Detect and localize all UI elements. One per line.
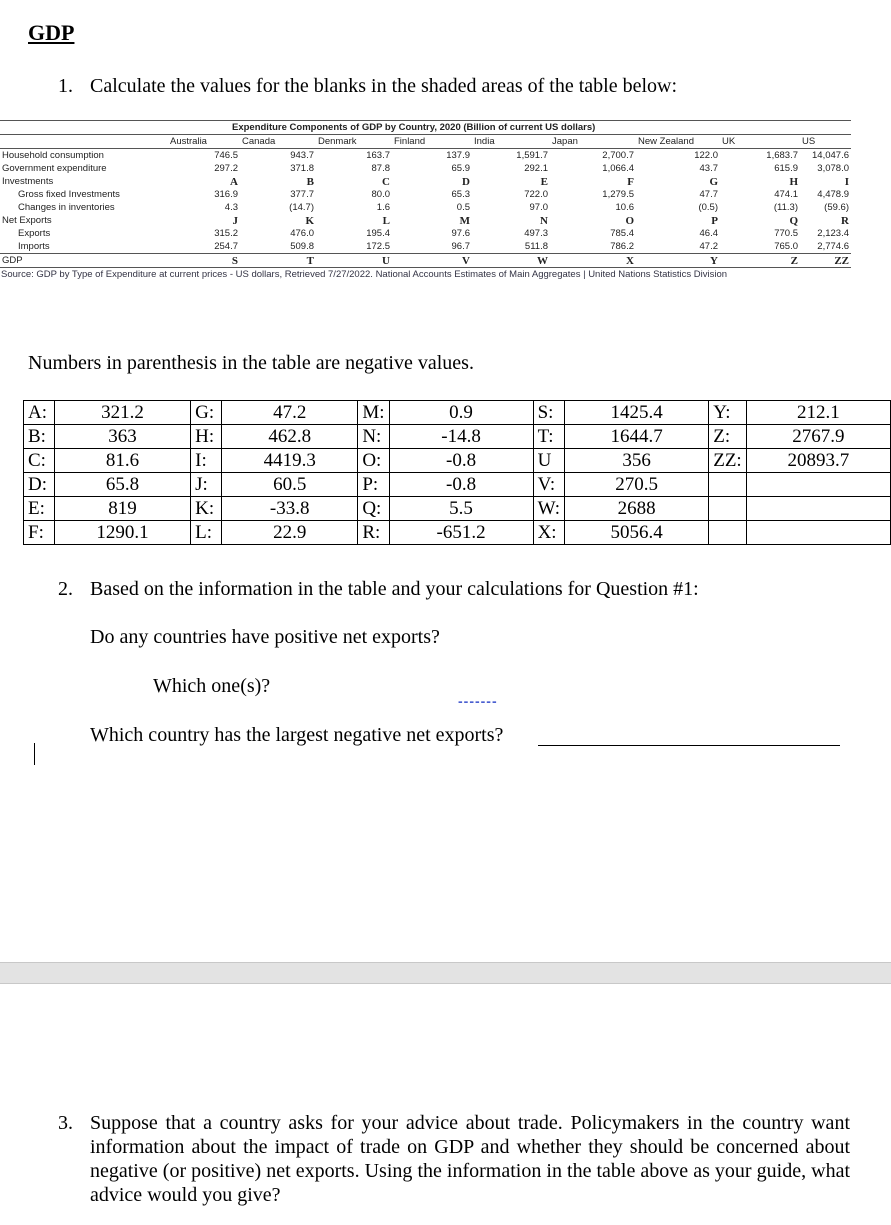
gdp-table-cell: (59.6) xyxy=(824,202,849,213)
gdp-table-cell: 47.2 xyxy=(699,241,718,252)
answer-key xyxy=(709,497,747,521)
gdp-table-cell: (11.3) xyxy=(773,202,798,213)
gdp-table-row xyxy=(0,149,851,163)
answer-key: T: xyxy=(533,425,565,449)
gdp-table-image xyxy=(0,120,851,326)
text-cursor xyxy=(34,743,35,765)
gdp-table-country-header: New Zealand xyxy=(636,135,720,149)
question-2-text: Based on the information in the table and your calculations for Question #1: xyxy=(90,578,699,600)
answer-key: I: xyxy=(191,449,222,473)
gdp-table-cell: 122.0 xyxy=(694,150,718,161)
gdp-table-cell: E xyxy=(540,175,548,188)
gdp-table-cell: 4,478.9 xyxy=(817,189,849,200)
gdp-table-cell: 2,123.4 xyxy=(817,228,849,239)
gdp-table-cell: 80.0 xyxy=(371,189,390,200)
gdp-table-cell: 722.0 xyxy=(524,189,548,200)
answer-value[interactable]: 0.9 xyxy=(389,401,533,425)
answer-row xyxy=(24,473,891,497)
question-1-text: Calculate the values for the blanks in the shaded areas of the table below: xyxy=(90,75,678,97)
gdp-table-cell: ZZ xyxy=(800,254,851,268)
gdp-table-row xyxy=(0,162,851,175)
answer-value[interactable]: -0.8 xyxy=(389,449,533,473)
answer-row xyxy=(24,425,891,449)
gdp-table-cell: Q xyxy=(789,214,798,227)
gdp-table-cell: 65.3 xyxy=(451,189,470,200)
answer-value[interactable]: 2688 xyxy=(565,497,709,521)
answer-key: F: xyxy=(24,521,55,545)
gdp-table-cell: 1,066.4 xyxy=(602,163,634,174)
gdp-table-cell: 786.2 xyxy=(610,241,634,252)
gdp-table-cell: L xyxy=(382,214,390,227)
gdp-table-row xyxy=(0,188,851,201)
question-2-positive-net-exports: Do any countries have positive net exports? xyxy=(90,626,440,648)
answer-value[interactable]: 47.2 xyxy=(222,401,358,425)
gdp-table-row-label: GDP xyxy=(0,254,168,268)
gdp-table-cell: 4.3 xyxy=(224,202,238,213)
gdp-table-country-header: US xyxy=(800,135,851,149)
answer-key xyxy=(709,473,747,497)
answer-key: Y: xyxy=(709,401,747,425)
answer-key: K: xyxy=(191,497,222,521)
gdp-table-country-header: Japan xyxy=(550,135,636,149)
question-1 xyxy=(58,74,677,98)
answer-key: R: xyxy=(358,521,389,545)
gdp-table-cell: 254.7 xyxy=(214,241,238,252)
gdp-table-cell: 10.6 xyxy=(615,202,634,213)
gdp-table-cell: C xyxy=(382,175,390,188)
answer-grid xyxy=(23,400,891,545)
gdp-table-cell: S xyxy=(168,254,240,268)
answer-key: U xyxy=(533,449,565,473)
gdp-table-cell: A xyxy=(230,175,238,188)
answer-value[interactable] xyxy=(746,497,890,521)
answer-value[interactable]: -0.8 xyxy=(389,473,533,497)
gdp-table-cell: 316.9 xyxy=(214,189,238,200)
answer-key: D: xyxy=(24,473,55,497)
gdp-table-cell: 1,591.7 xyxy=(516,150,548,161)
answer-key: Z: xyxy=(709,425,747,449)
answer-value[interactable]: 22.9 xyxy=(222,521,358,545)
gdp-table-cell: G xyxy=(709,175,718,188)
question-1-number: 1. xyxy=(58,75,73,97)
gdp-table-cell: 2,774.6 xyxy=(817,241,849,252)
gdp-table-country-header: Denmark xyxy=(316,135,392,149)
gdp-table-cell: 511.8 xyxy=(524,241,548,252)
gdp-table-cell: 0.5 xyxy=(456,202,470,213)
gdp-table-cell: (0.5) xyxy=(698,202,718,213)
answer-value[interactable]: 1290.1 xyxy=(54,521,190,545)
answer-value[interactable]: 65.8 xyxy=(54,473,190,497)
gdp-table-row xyxy=(0,214,851,227)
answer-row xyxy=(24,497,891,521)
gdp-table-cell: 87.8 xyxy=(371,163,390,174)
gdp-table-country-header: Canada xyxy=(240,135,316,149)
answer-value[interactable]: 363 xyxy=(54,425,190,449)
answer-value[interactable]: 270.5 xyxy=(565,473,709,497)
gdp-table-country-header: Australia xyxy=(168,135,240,149)
gdp-table-row xyxy=(0,227,851,240)
gdp-table-corner xyxy=(0,135,168,149)
answer-key: B: xyxy=(24,425,55,449)
gdp-table-cell: 315.2 xyxy=(214,228,238,239)
question-2-largest-negative xyxy=(90,723,503,747)
answer-key: E: xyxy=(24,497,55,521)
answer-value[interactable]: 20893.7 xyxy=(746,449,890,473)
gdp-table-cell: 97.6 xyxy=(451,228,470,239)
gdp-table-cell: 765.0 xyxy=(774,241,798,252)
gdp-table-cell: M xyxy=(459,214,470,227)
answer-value[interactable]: 5056.4 xyxy=(565,521,709,545)
answer-key: A: xyxy=(24,401,55,425)
gdp-table-cell: 2,700.7 xyxy=(602,150,634,161)
gdp-table-cell: W xyxy=(472,254,550,268)
gdp-table-cell: 43.7 xyxy=(699,163,718,174)
answer-key: ZZ: xyxy=(709,449,747,473)
answer-value[interactable]: -33.8 xyxy=(222,497,358,521)
gdp-table-cell: 297.2 xyxy=(214,163,238,174)
answer-value[interactable]: 60.5 xyxy=(222,473,358,497)
gdp-table-row-label: Household consumption xyxy=(2,150,104,161)
gdp-table-cell: K xyxy=(305,214,314,227)
gdp-table-cell: X xyxy=(550,254,636,268)
answer-key: O: xyxy=(358,449,389,473)
answer-value[interactable]: 356 xyxy=(565,449,709,473)
question-2-number: 2. xyxy=(58,578,73,600)
question-3-text: Suppose that a country asks for your advice about trade. Policymakers in the country want information about the impact of trade on GDP and whether they should be concerned about negative (or positive) net exports. Using the information in the table above as your guide, what advice would you give? xyxy=(90,1112,850,1206)
answer-key: L: xyxy=(191,521,222,545)
gdp-table-cell: 96.7 xyxy=(451,241,470,252)
answer-value[interactable]: 212.1 xyxy=(746,401,890,425)
gdp-table-country-header: India xyxy=(472,135,550,149)
question-2-largest-negative-text: Which country has the largest negative net exports? xyxy=(90,724,504,746)
answer-value[interactable]: 1425.4 xyxy=(565,401,709,425)
answer-key: W: xyxy=(533,497,565,521)
gdp-table-cell: 172.5 xyxy=(366,241,390,252)
gdp-table-cell: 292.1 xyxy=(524,163,548,174)
gdp-table-cell: I xyxy=(844,175,849,188)
question-3-number: 3. xyxy=(58,1112,73,1134)
gdp-table-cell: 746.5 xyxy=(214,150,238,161)
gdp-table-cell: 163.7 xyxy=(366,150,390,161)
answer-value[interactable]: 2767.9 xyxy=(746,425,890,449)
gdp-table-country-header: UK xyxy=(720,135,800,149)
page-heading: GDP xyxy=(28,20,75,45)
gdp-table-cell: H xyxy=(789,175,798,188)
gdp-table-cell: T xyxy=(240,254,316,268)
gdp-table-row-label: Government expenditure xyxy=(2,163,107,174)
gdp-table-source: Source: GDP by Type of Expenditure at current prices - US dollars, Retrieved 7/27/2022. National Accounts Estimates of Main Aggregates | United Nations Statistics Division xyxy=(1,269,728,280)
gdp-table-cell: Y xyxy=(636,254,720,268)
gdp-table-header-row xyxy=(0,135,851,149)
gdp-table-cell: D xyxy=(462,175,470,188)
gdp-table-cell: 615.9 xyxy=(774,163,798,174)
answer-value[interactable]: 5.5 xyxy=(389,497,533,521)
gdp-table-cell: 474.1 xyxy=(774,189,798,200)
gdp-table-cell: 1.6 xyxy=(376,202,390,213)
answer-value[interactable]: -651.2 xyxy=(389,521,533,545)
gdp-table-cell: 1,683.7 xyxy=(766,150,798,161)
question-3 xyxy=(58,1111,858,1207)
answer-value[interactable]: 1644.7 xyxy=(565,425,709,449)
gdp-table-row-label: Net Exports xyxy=(2,215,52,226)
gdp-table-cell: 770.5 xyxy=(774,228,798,239)
gdp-table-cell: J xyxy=(232,214,238,227)
answer-value[interactable]: 321.2 xyxy=(54,401,190,425)
gdp-table-row-label: Gross fixed Investments xyxy=(18,189,120,200)
negative-values-note: Numbers in parenthesis in the table are negative values. xyxy=(28,352,474,374)
gdp-table-cell: N xyxy=(540,214,548,227)
answer-key: H: xyxy=(191,425,222,449)
answer-row xyxy=(24,449,891,473)
gdp-table-cell: 785.4 xyxy=(610,228,634,239)
question-2 xyxy=(58,577,699,601)
answer-key: M: xyxy=(358,401,389,425)
answer-value[interactable]: 81.6 xyxy=(54,449,190,473)
answer-value[interactable]: 4419.3 xyxy=(222,449,358,473)
gdp-table-row xyxy=(0,254,851,268)
gdp-table-cell: 65.9 xyxy=(451,163,470,174)
answer-row xyxy=(24,401,891,425)
answer-key: Q: xyxy=(358,497,389,521)
gdp-table-cell: 1,279.5 xyxy=(602,189,634,200)
gdp-table-cell: 46.4 xyxy=(699,228,718,239)
gdp-table-row-label: Changes in inventories xyxy=(18,202,115,213)
gdp-table-row xyxy=(0,240,851,254)
gdp-table-cell: 97.0 xyxy=(529,202,548,213)
gdp-table-row-label: Exports xyxy=(18,228,51,239)
answer-value[interactable]: -14.8 xyxy=(389,425,533,449)
answer-blank-line[interactable] xyxy=(538,745,840,746)
gdp-table-title: Expenditure Components of GDP by Country, 2020 (Billion of current US dollars) xyxy=(0,121,851,135)
answer-row xyxy=(24,521,891,545)
answer-value[interactable] xyxy=(746,521,890,545)
answer-key: X: xyxy=(533,521,565,545)
answer-key: C: xyxy=(24,449,55,473)
answer-key xyxy=(709,521,747,545)
gdp-expenditure-table xyxy=(0,120,851,268)
answer-key: P: xyxy=(358,473,389,497)
answer-key: J: xyxy=(191,473,222,497)
gdp-table-cell: 476.0 xyxy=(290,228,314,239)
gdp-table-cell: 943.7 xyxy=(290,150,314,161)
gdp-table-cell: U xyxy=(316,254,392,268)
gdp-table-cell: 47.7 xyxy=(699,189,718,200)
gdp-table-cell: R xyxy=(841,214,849,227)
gdp-table-cell: 377.7 xyxy=(290,189,314,200)
answer-key: N: xyxy=(358,425,389,449)
answer-value[interactable]: 462.8 xyxy=(222,425,358,449)
gdp-table-row-label: Imports xyxy=(18,241,50,252)
answer-placeholder-dots[interactable]: ------- xyxy=(458,693,498,709)
gdp-table-row xyxy=(0,201,851,214)
gdp-table-cell: B xyxy=(306,175,314,188)
gdp-table-country-header: Finland xyxy=(392,135,472,149)
gdp-table-cell: 195.4 xyxy=(366,228,390,239)
answer-value[interactable]: 819 xyxy=(54,497,190,521)
gdp-table-cell: O xyxy=(625,214,634,227)
gdp-table-cell: V xyxy=(392,254,472,268)
gdp-table-cell: 137.9 xyxy=(446,150,470,161)
gdp-table-cell: 371.8 xyxy=(290,163,314,174)
answer-table xyxy=(23,400,891,545)
gdp-table-cell: 3,078.0 xyxy=(817,163,849,174)
page-break-separator xyxy=(0,962,891,984)
gdp-table-cell: 14,047.6 xyxy=(812,150,849,161)
gdp-table-cell: Z xyxy=(720,254,800,268)
gdp-table-row xyxy=(0,175,851,188)
gdp-table-cell: 509.8 xyxy=(290,241,314,252)
question-2-which-ones: Which one(s)? xyxy=(153,675,271,697)
gdp-table-cell: (14.7) xyxy=(289,202,314,213)
answer-value[interactable] xyxy=(746,473,890,497)
gdp-table-row-label: Investments xyxy=(2,176,54,187)
answer-key: S: xyxy=(533,401,565,425)
answer-key: G: xyxy=(191,401,222,425)
gdp-table-cell: F xyxy=(627,175,634,188)
gdp-table-cell: P xyxy=(711,214,718,227)
answer-key: V: xyxy=(533,473,565,497)
gdp-table-cell: 497.3 xyxy=(524,228,548,239)
